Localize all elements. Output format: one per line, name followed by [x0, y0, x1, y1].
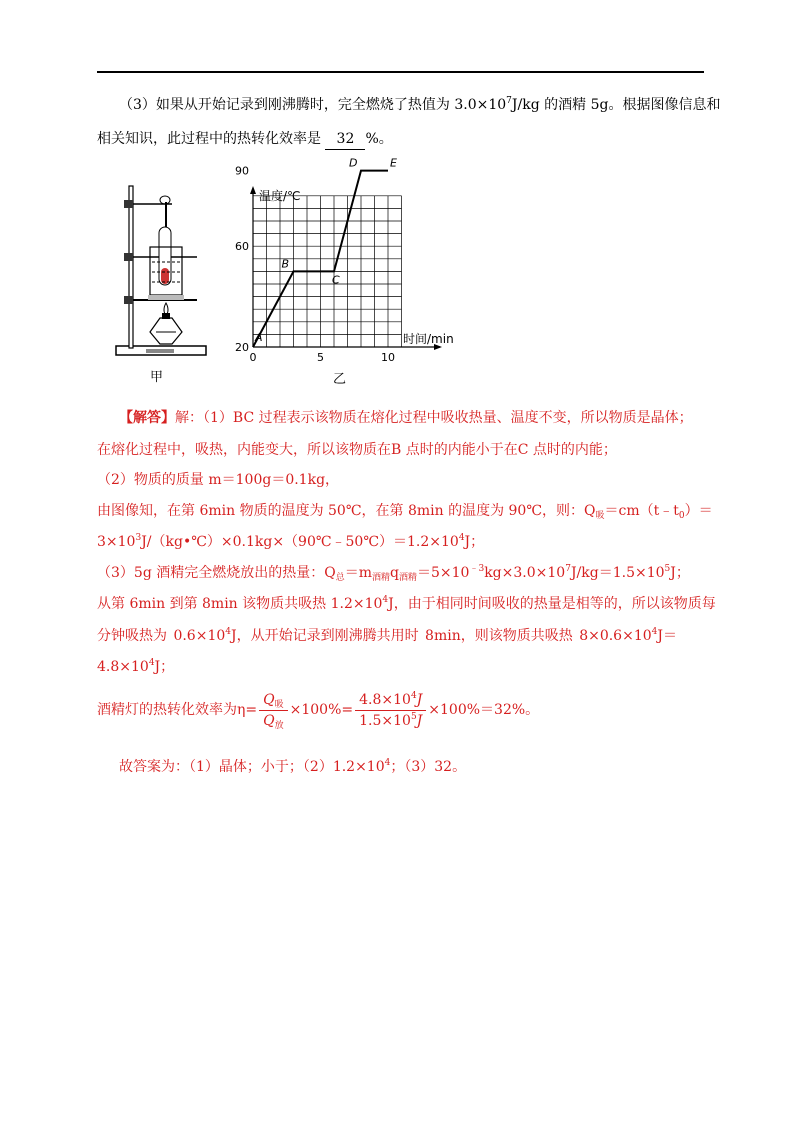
figure-label-jia: 甲: [150, 370, 164, 385]
answer-blank: 32: [325, 129, 365, 150]
answer-line-7: 从第 6min 到第 8min 该物质共吸热 $1.2\times 10^4J$，由于相同时间吸收的热量是相等的，所以该物质每: [97, 595, 716, 612]
answer-tag: 【解答】: [119, 410, 175, 426]
answer-line-5: $3\times 10^3J/(kg•℃)\times 0.1kg\times(90℃﹣50℃)=1.2\times 10^4J$；: [97, 533, 485, 550]
y-axis-label: 温度/℃: [259, 189, 301, 203]
answer-line-8: 分钟吸热为 $0.6\times 10^4J$，从开始记录到刚沸腾共用时 8min，则该物质共吸热 $8\times 0.6\times 10^4J=$: [97, 627, 677, 644]
y-tick-label: 60: [235, 240, 249, 254]
answer-line-2: 在熔化过程中，吸热，内能变大，所以该物质在B 点时的内能小于在C 点时的内能；: [97, 442, 617, 458]
question-line-2: 相关知识，此过程中的热转化效率是 32 %。: [97, 129, 393, 150]
apparatus-figure: [112, 182, 212, 364]
x-axis-label: 时间/min: [403, 332, 454, 346]
x-tick-label: 0: [249, 351, 257, 364]
y-tick-label: 90: [235, 164, 249, 178]
answer-line-9: $4.8\times 10^4J$；: [97, 658, 175, 675]
point-label-c: C: [332, 273, 340, 287]
final-answer: 故答案为：（1）晶体；小于；$(2)1.2\times 10^4$；（3）32。: [119, 758, 467, 775]
x-tick-label: 5: [317, 351, 324, 364]
point-label-e: E: [390, 156, 397, 170]
temperature-time-chart: [235, 156, 460, 370]
answer-line-1: 【解答】解：（1）BC 过程表示该物质在熔化过程中吸收热量、温度不变，所以物质是晶体；: [119, 410, 693, 426]
efficiency-formula: 酒精灯的热转化效率为η= $\frac{Q_吸}{Q_放}$ ×100%= $\frac{4.8\times 10^4J}{1.5\times 10^5J}$ ×100%＝32%。: [97, 690, 540, 731]
point-label-b: B: [281, 257, 290, 271]
point-label-a: A: [255, 331, 263, 344]
fraction-q-ratio: $\frac{Q_吸}{Q_放}$: [259, 690, 288, 731]
x-tick-label: 10: [381, 351, 395, 364]
question-line-1: （3）如果从开始记录到刚沸腾时，完全燃烧了热值为 $3.0\times 10^7J/kg$ 的酒精 5g。根据图像信息和: [119, 96, 721, 113]
y-axis-arrow: [250, 186, 256, 194]
header-rule: [97, 71, 704, 73]
y-tick-label: 20: [235, 341, 249, 354]
point-label-d: D: [349, 156, 358, 170]
answer-line-4: 由图像知，在第 6min 物质的温度为 50℃，在第 8min 的温度为 90℃，则：$Q_吸=cm(t﹣t_0)=$: [97, 503, 713, 521]
figure-label-yi: 乙: [333, 372, 347, 387]
answer-line-6: （3）5g 酒精完全燃烧放出的热量：$Q_总=m_{酒精}q_{酒精}=5\times 10^{﹣3}kg\times 3.0\times 10^7J/kg=1.5\times 10^5J$；: [97, 564, 690, 583]
answer-line-3: （2）物质的质量 m＝100g＝0.1kg，: [97, 472, 340, 488]
fraction-numeric: $\frac{4.8\times 10^4J}{1.5\times 10^5J}$: [355, 690, 426, 731]
